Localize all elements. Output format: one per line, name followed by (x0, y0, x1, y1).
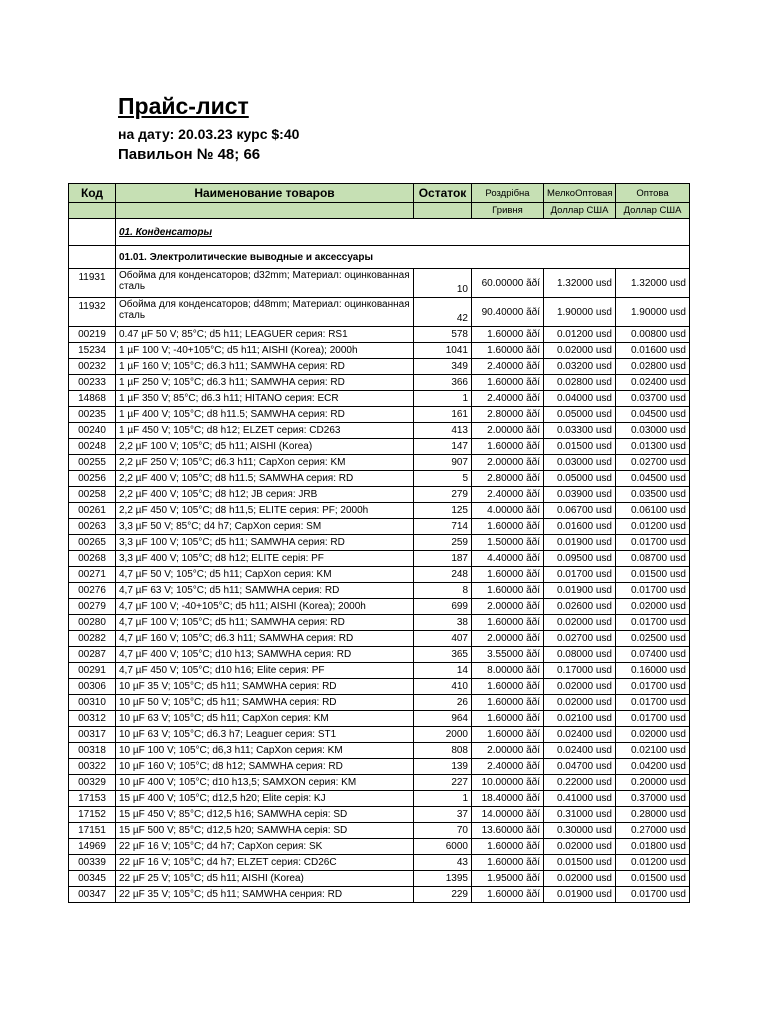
cell-smallwholesale-price: 0.03900 usd (544, 487, 616, 503)
cell-code: 00233 (69, 375, 116, 391)
cell-stock: 139 (414, 759, 472, 775)
cell-name: 2,2 µF 400 V; 105°C; d8 h11.5; SAMWHA серия: RD (116, 471, 414, 487)
cell-retail-price: 2.00000 ãðí (472, 599, 544, 615)
cell-smallwholesale-price: 0.02000 usd (544, 871, 616, 887)
cell-retail-price: 1.60000 ãðí (472, 583, 544, 599)
subsection-indent (69, 246, 116, 269)
cell-name: Обойма для конденсаторов; d32mm; Материал: оцинкованная сталь (116, 269, 414, 298)
cell-name: 10 µF 160 V; 105°C; d8 h12; SAMWHA серия: RD (116, 759, 414, 775)
cell-retail-price: 4.40000 ãðí (472, 551, 544, 567)
cell-name: 10 µF 50 V; 105°C; d5 h11; SAMWHA серия: RD (116, 695, 414, 711)
cell-wholesale-price: 1.32000 usd (616, 269, 690, 298)
cell-wholesale-price: 0.02700 usd (616, 455, 690, 471)
cell-wholesale-price: 0.08700 usd (616, 551, 690, 567)
cell-smallwholesale-price: 0.02600 usd (544, 599, 616, 615)
cell-code: 14969 (69, 839, 116, 855)
table-row (69, 631, 690, 647)
cell-stock: 5 (414, 471, 472, 487)
cell-smallwholesale-price: 0.03300 usd (544, 423, 616, 439)
cell-smallwholesale-price: 0.01900 usd (544, 887, 616, 903)
cell-stock: 26 (414, 695, 472, 711)
column-header-name-blank (116, 203, 414, 219)
cell-retail-price: 2.40000 ãðí (472, 759, 544, 775)
cell-wholesale-price: 0.02800 usd (616, 359, 690, 375)
table-row (69, 887, 690, 903)
column-header-wholesale: Оптова (616, 184, 690, 203)
cell-smallwholesale-price: 0.02000 usd (544, 343, 616, 359)
cell-name: 1 µF 250 V; 105°C; d6.3 h11; SAMWHA серия: RD (116, 375, 414, 391)
cell-code: 00240 (69, 423, 116, 439)
cell-stock: 248 (414, 567, 472, 583)
cell-stock: 147 (414, 439, 472, 455)
cell-code: 00261 (69, 503, 116, 519)
cell-retail-price: 3.55000 ãðí (472, 647, 544, 663)
cell-stock: 6000 (414, 839, 472, 855)
cell-name: 3,3 µF 100 V; 105°C; d5 h11; SAMWHA серия: RD (116, 535, 414, 551)
table-row (69, 663, 690, 679)
section-title: 01. Конденсаторы (116, 219, 690, 246)
table-row (69, 647, 690, 663)
cell-retail-price: 13.60000 ãðí (472, 823, 544, 839)
cell-retail-price: 2.40000 ãðí (472, 359, 544, 375)
cell-stock: 413 (414, 423, 472, 439)
cell-stock: 714 (414, 519, 472, 535)
cell-name: 3,3 µF 400 V; 105°C; d8 h12; ELITE серія: PF (116, 551, 414, 567)
cell-wholesale-price: 0.03000 usd (616, 423, 690, 439)
table-row (69, 535, 690, 551)
table-row (69, 791, 690, 807)
table-row (69, 375, 690, 391)
cell-smallwholesale-price: 0.02000 usd (544, 679, 616, 695)
cell-retail-price: 2.00000 ãðí (472, 423, 544, 439)
cell-smallwholesale-price: 0.01900 usd (544, 535, 616, 551)
column-header-smallwholesale-currency: Доллар США (544, 203, 616, 219)
cell-stock: 365 (414, 647, 472, 663)
cell-code: 00268 (69, 551, 116, 567)
cell-name: 10 µF 400 V; 105°C; d10 h13,5; SAMXON серия: KM (116, 775, 414, 791)
cell-smallwholesale-price: 0.02000 usd (544, 615, 616, 631)
cell-stock: 279 (414, 487, 472, 503)
table-row (69, 855, 690, 871)
cell-code: 00256 (69, 471, 116, 487)
column-header-smallwholesale: МелкоОптовая (544, 184, 616, 203)
cell-retail-price: 4.00000 ãðí (472, 503, 544, 519)
cell-smallwholesale-price: 0.05000 usd (544, 407, 616, 423)
cell-wholesale-price: 0.01200 usd (616, 519, 690, 535)
cell-name: 2,2 µF 250 V; 105°C; d6.3 h11; CapXon серия: KM (116, 455, 414, 471)
cell-smallwholesale-price: 0.01600 usd (544, 519, 616, 535)
cell-name: 0.47 µF 50 V; 85°C; d5 h11; LEAGUER серия: RS1 (116, 327, 414, 343)
cell-smallwholesale-price: 0.08000 usd (544, 647, 616, 663)
cell-retail-price: 90.40000 ãðí (472, 298, 544, 327)
cell-smallwholesale-price: 0.04000 usd (544, 391, 616, 407)
cell-code: 00279 (69, 599, 116, 615)
cell-wholesale-price: 0.01700 usd (616, 711, 690, 727)
cell-stock: 407 (414, 631, 472, 647)
cell-retail-price: 1.60000 ãðí (472, 327, 544, 343)
cell-retail-price: 1.60000 ãðí (472, 375, 544, 391)
cell-stock: 1 (414, 791, 472, 807)
table-row (69, 423, 690, 439)
cell-smallwholesale-price: 0.22000 usd (544, 775, 616, 791)
subsection-title: 01.01. Электролитические выводные и аксессуары (116, 246, 690, 269)
cell-stock: 259 (414, 535, 472, 551)
cell-name: 3,3 µF 50 V; 85°C; d4 h7; CapXon серия: SM (116, 519, 414, 535)
cell-wholesale-price: 0.16000 usd (616, 663, 690, 679)
cell-wholesale-price: 0.01300 usd (616, 439, 690, 455)
cell-retail-price: 2.40000 ãðí (472, 487, 544, 503)
cell-code: 00282 (69, 631, 116, 647)
cell-wholesale-price: 0.04500 usd (616, 471, 690, 487)
cell-smallwholesale-price: 0.06700 usd (544, 503, 616, 519)
cell-smallwholesale-price: 0.31000 usd (544, 807, 616, 823)
cell-name: 22 µF 16 V; 105°C; d4 h7; CapXon серия: SK (116, 839, 414, 855)
table-row (69, 839, 690, 855)
cell-code: 00235 (69, 407, 116, 423)
cell-smallwholesale-price: 0.02000 usd (544, 839, 616, 855)
table-row (69, 823, 690, 839)
cell-name: Обойма для конденсаторов; d48mm; Материал: оцинкованная сталь (116, 298, 414, 327)
cell-smallwholesale-price: 0.01900 usd (544, 583, 616, 599)
cell-wholesale-price: 0.01700 usd (616, 887, 690, 903)
cell-code: 00310 (69, 695, 116, 711)
cell-smallwholesale-price: 0.02400 usd (544, 727, 616, 743)
table-row (69, 269, 690, 298)
table-row (69, 407, 690, 423)
cell-retail-price: 1.60000 ãðí (472, 711, 544, 727)
table-row (69, 775, 690, 791)
cell-stock: 43 (414, 855, 472, 871)
cell-code: 00347 (69, 887, 116, 903)
column-header-stock-blank (414, 203, 472, 219)
cell-name: 10 µF 35 V; 105°C; d5 h11; SAMWHA серия: RD (116, 679, 414, 695)
table-row (69, 583, 690, 599)
cell-retail-price: 1.60000 ãðí (472, 887, 544, 903)
cell-retail-price: 1.60000 ãðí (472, 679, 544, 695)
subsection-row (69, 246, 690, 269)
cell-wholesale-price: 0.01500 usd (616, 871, 690, 887)
cell-code: 17152 (69, 807, 116, 823)
cell-name: 22 µF 25 V; 105°C; d5 h11; AISHI (Korea) (116, 871, 414, 887)
cell-retail-price: 1.95000 ãðí (472, 871, 544, 887)
cell-code: 17153 (69, 791, 116, 807)
cell-wholesale-price: 1.90000 usd (616, 298, 690, 327)
cell-retail-price: 1.60000 ãðí (472, 343, 544, 359)
cell-stock: 70 (414, 823, 472, 839)
cell-smallwholesale-price: 0.01500 usd (544, 855, 616, 871)
cell-name: 4,7 µF 100 V; -40+105°C; d5 h11; AISHI (Korea); 2000h (116, 599, 414, 615)
cell-code: 00263 (69, 519, 116, 535)
table-row (69, 359, 690, 375)
cell-wholesale-price: 0.01700 usd (616, 583, 690, 599)
cell-smallwholesale-price: 0.30000 usd (544, 823, 616, 839)
cell-name: 1 µF 350 V; 85°C; d6.3 h11; HITANO серия: ECR (116, 391, 414, 407)
cell-stock: 1041 (414, 343, 472, 359)
cell-stock: 42 (414, 298, 472, 327)
cell-wholesale-price: 0.02400 usd (616, 375, 690, 391)
cell-wholesale-price: 0.01600 usd (616, 343, 690, 359)
cell-name: 4,7 µF 63 V; 105°C; d5 h11; SAMWHA серия: RD (116, 583, 414, 599)
cell-wholesale-price: 0.02100 usd (616, 743, 690, 759)
cell-stock: 578 (414, 327, 472, 343)
cell-stock: 37 (414, 807, 472, 823)
cell-name: 1 µF 160 V; 105°C; d6.3 h11; SAMWHA серия: RD (116, 359, 414, 375)
cell-code: 00291 (69, 663, 116, 679)
cell-stock: 808 (414, 743, 472, 759)
cell-smallwholesale-price: 0.03000 usd (544, 455, 616, 471)
cell-wholesale-price: 0.06100 usd (616, 503, 690, 519)
cell-wholesale-price: 0.37000 usd (616, 791, 690, 807)
table-row (69, 615, 690, 631)
cell-retail-price: 1.60000 ãðí (472, 839, 544, 855)
section-indent (69, 219, 116, 246)
table-row (69, 551, 690, 567)
cell-smallwholesale-price: 0.01700 usd (544, 567, 616, 583)
cell-code: 00345 (69, 871, 116, 887)
cell-code: 17151 (69, 823, 116, 839)
column-header-wholesale-currency: Доллар США (616, 203, 690, 219)
cell-code: 00339 (69, 855, 116, 871)
cell-code: 00329 (69, 775, 116, 791)
cell-smallwholesale-price: 0.01500 usd (544, 439, 616, 455)
cell-code: 11932 (69, 298, 116, 327)
table-row (69, 727, 690, 743)
table-row (69, 871, 690, 887)
cell-code: 15234 (69, 343, 116, 359)
cell-stock: 38 (414, 615, 472, 631)
table-row (69, 471, 690, 487)
cell-name: 1 µF 100 V; -40+105°C; d5 h11; AISHI (Korea); 2000h (116, 343, 414, 359)
cell-stock: 699 (414, 599, 472, 615)
cell-name: 22 µF 16 V; 105°C; d4 h7; ELZET серия: CD26C (116, 855, 414, 871)
cell-retail-price: 2.80000 ãðí (472, 471, 544, 487)
cell-smallwholesale-price: 0.02800 usd (544, 375, 616, 391)
cell-retail-price: 2.80000 ãðí (472, 407, 544, 423)
cell-stock: 907 (414, 455, 472, 471)
cell-wholesale-price: 0.01700 usd (616, 535, 690, 551)
table-row (69, 743, 690, 759)
cell-retail-price: 1.60000 ãðí (472, 855, 544, 871)
cell-stock: 227 (414, 775, 472, 791)
cell-stock: 349 (414, 359, 472, 375)
cell-code: 00219 (69, 327, 116, 343)
cell-smallwholesale-price: 0.17000 usd (544, 663, 616, 679)
cell-code: 00317 (69, 727, 116, 743)
table-row (69, 503, 690, 519)
cell-retail-price: 1.60000 ãðí (472, 439, 544, 455)
cell-wholesale-price: 0.01800 usd (616, 839, 690, 855)
cell-stock: 161 (414, 407, 472, 423)
table-row (69, 391, 690, 407)
cell-smallwholesale-price: 0.09500 usd (544, 551, 616, 567)
table-row (69, 455, 690, 471)
cell-retail-price: 1.50000 ãðí (472, 535, 544, 551)
cell-name: 2,2 µF 400 V; 105°C; d8 h12; JB серия: JRB (116, 487, 414, 503)
table-row (69, 487, 690, 503)
cell-wholesale-price: 0.01200 usd (616, 855, 690, 871)
column-header-stock: Остаток (414, 184, 472, 203)
cell-name: 1 µF 450 V; 105°C; d8 h12; ELZET серия: CD263 (116, 423, 414, 439)
table-row (69, 599, 690, 615)
cell-retail-price: 18.40000 ãðí (472, 791, 544, 807)
cell-wholesale-price: 0.01700 usd (616, 679, 690, 695)
cell-stock: 14 (414, 663, 472, 679)
cell-smallwholesale-price: 1.90000 usd (544, 298, 616, 327)
cell-smallwholesale-price: 0.05000 usd (544, 471, 616, 487)
cell-smallwholesale-price: 0.02400 usd (544, 743, 616, 759)
cell-retail-price: 2.40000 ãðí (472, 391, 544, 407)
cell-stock: 964 (414, 711, 472, 727)
column-header-code-blank (69, 203, 116, 219)
cell-wholesale-price: 0.01700 usd (616, 615, 690, 631)
cell-code: 00271 (69, 567, 116, 583)
table-row (69, 759, 690, 775)
cell-smallwholesale-price: 0.03200 usd (544, 359, 616, 375)
cell-wholesale-price: 0.01700 usd (616, 695, 690, 711)
cell-retail-price: 8.00000 ãðí (472, 663, 544, 679)
cell-stock: 1395 (414, 871, 472, 887)
cell-name: 4,7 µF 450 V; 105°C; d10 h16; Elite серия: PF (116, 663, 414, 679)
table-row (69, 695, 690, 711)
pavilion-line: Павильон № 48; 66 (118, 146, 261, 163)
cell-wholesale-price: 0.04500 usd (616, 407, 690, 423)
cell-wholesale-price: 0.03500 usd (616, 487, 690, 503)
cell-smallwholesale-price: 0.41000 usd (544, 791, 616, 807)
column-header-retail: Роздрібна (472, 184, 544, 203)
cell-stock: 229 (414, 887, 472, 903)
cell-code: 00306 (69, 679, 116, 695)
page-title: Прайс-лист (118, 93, 249, 119)
cell-code: 00276 (69, 583, 116, 599)
table-row (69, 567, 690, 583)
cell-name: 1 µF 400 V; 105°C; d8 h11.5; SAMWHA серия: RD (116, 407, 414, 423)
cell-name: 4,7 µF 100 V; 105°C; d5 h11; SAMWHA серия: RD (116, 615, 414, 631)
column-header-retail-currency: Гривня (472, 203, 544, 219)
cell-wholesale-price: 0.01500 usd (616, 567, 690, 583)
cell-stock: 10 (414, 269, 472, 298)
cell-name: 15 µF 450 V; 85°C; d12,5 h16; SAMWHA серія: SD (116, 807, 414, 823)
cell-code: 00232 (69, 359, 116, 375)
cell-code: 14868 (69, 391, 116, 407)
cell-wholesale-price: 0.02000 usd (616, 727, 690, 743)
cell-wholesale-price: 0.03700 usd (616, 391, 690, 407)
cell-stock: 2000 (414, 727, 472, 743)
cell-retail-price: 2.00000 ãðí (472, 743, 544, 759)
cell-wholesale-price: 0.00800 usd (616, 327, 690, 343)
cell-stock: 1 (414, 391, 472, 407)
cell-smallwholesale-price: 0.02100 usd (544, 711, 616, 727)
cell-name: 2,2 µF 450 V; 105°C; d8 h11,5; ELITE серия: PF; 2000h (116, 503, 414, 519)
table-row (69, 679, 690, 695)
cell-wholesale-price: 0.02000 usd (616, 599, 690, 615)
table-row (69, 327, 690, 343)
cell-code: 00322 (69, 759, 116, 775)
cell-smallwholesale-price: 1.32000 usd (544, 269, 616, 298)
cell-code: 00318 (69, 743, 116, 759)
cell-smallwholesale-price: 0.02700 usd (544, 631, 616, 647)
cell-code: 00287 (69, 647, 116, 663)
cell-smallwholesale-price: 0.01200 usd (544, 327, 616, 343)
table-row (69, 519, 690, 535)
cell-name: 22 µF 35 V; 105°C; d5 h11; SAMWHA сенрия: RD (116, 887, 414, 903)
cell-code: 00265 (69, 535, 116, 551)
cell-wholesale-price: 0.27000 usd (616, 823, 690, 839)
table-row (69, 343, 690, 359)
cell-name: 10 µF 63 V; 105°C; d5 h11; CapXon серия: KM (116, 711, 414, 727)
cell-stock: 125 (414, 503, 472, 519)
price-table (68, 183, 690, 903)
header-row-top (69, 184, 690, 203)
header-row-bottom (69, 203, 690, 219)
cell-name: 10 µF 63 V; 105°C; d6.3 h7; Leaguer серия: ST1 (116, 727, 414, 743)
cell-name: 10 µF 100 V; 105°C; d6,3 h11; CapXon серия: KM (116, 743, 414, 759)
table-row (69, 711, 690, 727)
column-header-name: Наименование товаров (116, 184, 414, 203)
cell-retail-price: 1.60000 ãðí (472, 695, 544, 711)
cell-retail-price: 2.00000 ãðí (472, 455, 544, 471)
cell-code: 00255 (69, 455, 116, 471)
table-row (69, 439, 690, 455)
cell-code: 00248 (69, 439, 116, 455)
cell-wholesale-price: 0.02500 usd (616, 631, 690, 647)
cell-stock: 187 (414, 551, 472, 567)
cell-wholesale-price: 0.20000 usd (616, 775, 690, 791)
cell-wholesale-price: 0.04200 usd (616, 759, 690, 775)
cell-code: 11931 (69, 269, 116, 298)
section-row (69, 219, 690, 246)
cell-code: 00280 (69, 615, 116, 631)
cell-name: 4,7 µF 400 V; 105°C; d10 h13; SAMWHA серия: RD (116, 647, 414, 663)
cell-smallwholesale-price: 0.02000 usd (544, 695, 616, 711)
cell-retail-price: 1.60000 ãðí (472, 567, 544, 583)
table-row (69, 298, 690, 327)
column-header-code: Код (69, 184, 116, 203)
cell-retail-price: 60.00000 ãðí (472, 269, 544, 298)
cell-name: 4,7 µF 50 V; 105°C; d5 h11; CapXon серия: KM (116, 567, 414, 583)
cell-retail-price: 2.00000 ãðí (472, 631, 544, 647)
cell-retail-price: 1.60000 ãðí (472, 519, 544, 535)
cell-code: 00258 (69, 487, 116, 503)
cell-stock: 366 (414, 375, 472, 391)
cell-retail-price: 10.00000 ãðí (472, 775, 544, 791)
cell-name: 15 µF 500 V; 85°C; d12,5 h20; SAMWHA серія: SD (116, 823, 414, 839)
cell-retail-price: 1.60000 ãðí (472, 727, 544, 743)
cell-code: 00312 (69, 711, 116, 727)
cell-wholesale-price: 0.28000 usd (616, 807, 690, 823)
cell-name: 15 µF 400 V; 105°C; d12,5 h20; Elite серія: KJ (116, 791, 414, 807)
cell-stock: 8 (414, 583, 472, 599)
cell-retail-price: 1.60000 ãðí (472, 615, 544, 631)
cell-wholesale-price: 0.07400 usd (616, 647, 690, 663)
cell-name: 2,2 µF 100 V; 105°C; d5 h11; AISHI (Korea) (116, 439, 414, 455)
cell-retail-price: 14.00000 ãðí (472, 807, 544, 823)
cell-smallwholesale-price: 0.04700 usd (544, 759, 616, 775)
table-row (69, 807, 690, 823)
cell-stock: 410 (414, 679, 472, 695)
date-line: на дату: 20.03.23 курс $:40 (118, 126, 300, 142)
cell-name: 4,7 µF 160 V; 105°C; d6.3 h11; SAMWHA серия: RD (116, 631, 414, 647)
